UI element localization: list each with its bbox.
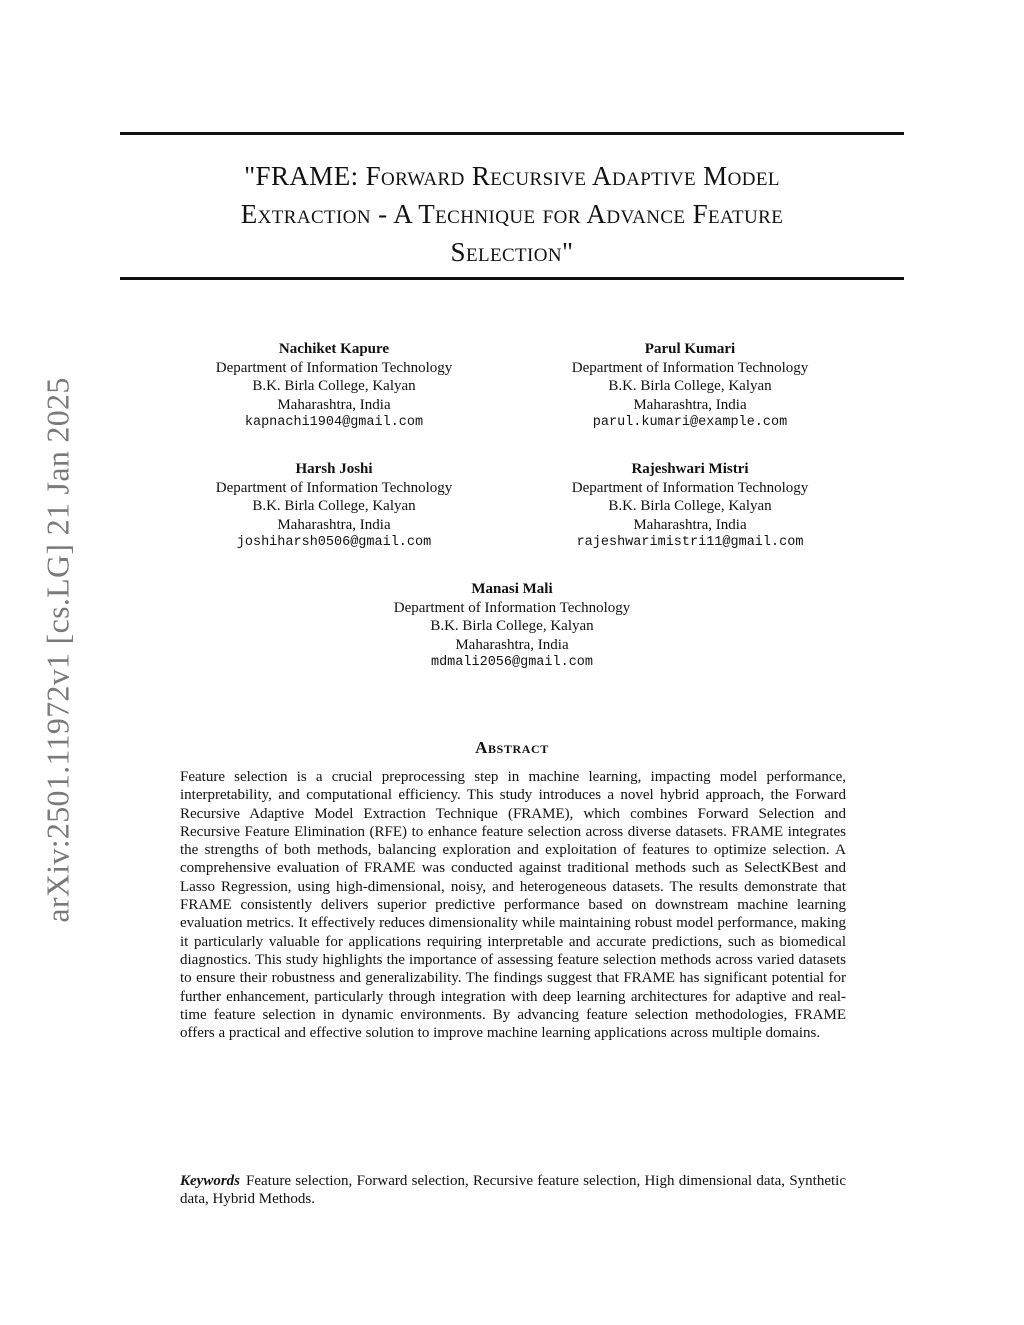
author-email[interactable]: mdmali2056@gmail.com [430, 655, 594, 670]
author-college: B.K. Birla College, Kalyan [252, 498, 416, 514]
author-college: B.K. Birla College, Kalyan [430, 618, 594, 634]
author-block-4 [490, 460, 890, 553]
abstract-text: Feature selection is a crucial preprocessing step in machine learning, impacting model performance, interpretability, and computational efficiency. This study introduces a novel hybrid approach, the Forward Recursive Adaptive Model Extraction Technique (FRAME), which combines Forward Selection and Recursive Feature Elimination (RFE) to enhance feature selection across diverse datasets. FRAME integrates the strengths of both methods, balancing exploration and exploitation of features to optimize selection. A comprehensive evaluation of FRAME was conducted against traditional methods such as SelectKBest and Lasso Regression, using high-dimensional, noisy, and heterogeneous datasets. The results demonstrate that FRAME consistently delivers superior predictive performance based on downstream machine learning evaluation metrics. It effectively reduces dimensionality while maintaining robust model performance, making it particularly valuable for applications requiring interpretable and accurate predictions, such as biomedical diagnostics. This study highlights the importance of assessing feature selection methods across varied datasets to ensure their robustness and generalizability. The findings suggest that FRAME has significant potential for further enhancement, particularly through integration with deep learning architectures for adaptive and real-time feature selection in dynamic environments. By advancing feature selection methodologies, FRAME offers a practical and effective solution to improve machine learning applications across multiple domains. [180, 769, 846, 1042]
title-bottom-rule [120, 277, 904, 280]
author-email[interactable]: rajeshwarimistri11@gmail.com [576, 535, 804, 550]
title-line-2: Extraction - A Technique for Advance Feature [240, 199, 784, 229]
author-name: Harsh Joshi [295, 461, 373, 477]
author-department: Department of Information Technology [571, 359, 809, 376]
author-college: B.K. Birla College, Kalyan [608, 498, 772, 514]
author-block-3 [134, 460, 534, 553]
keywords-label: Keywords [180, 1173, 240, 1189]
author-location: Maharashtra, India [633, 516, 747, 533]
author-location: Maharashtra, India [277, 516, 391, 533]
author-email[interactable]: parul.kumari@example.com [592, 415, 788, 430]
author-department: Department of Information Technology [215, 359, 453, 376]
abstract-heading: Abstract [475, 738, 549, 757]
author-name: Nachiket Kapure [278, 341, 390, 357]
keywords-paragraph [180, 1172, 846, 1209]
author-department: Department of Information Technology [215, 479, 453, 496]
author-location: Maharashtra, India [277, 396, 391, 413]
author-block-1 [134, 340, 534, 433]
author-name: Manasi Mali [471, 581, 553, 597]
author-email[interactable]: joshiharsh0506@gmail.com [236, 535, 432, 550]
author-email[interactable]: kapnachi1904@gmail.com [244, 415, 424, 430]
keywords-text: Feature selection, Forward selection, Recursive feature selection, High dimensional data, Synthetic data, Hybrid Methods. [180, 1173, 846, 1208]
author-college: B.K. Birla College, Kalyan [252, 378, 416, 394]
author-location: Maharashtra, India [633, 396, 747, 413]
author-block-2 [490, 340, 890, 433]
title-top-rule [120, 132, 904, 135]
author-location: Maharashtra, India [455, 636, 569, 653]
author-block-5 [312, 580, 712, 673]
paper-title [120, 157, 904, 271]
author-name: Parul Kumari [644, 341, 736, 357]
title-line-3: Selection" [450, 237, 574, 267]
author-college: B.K. Birla College, Kalyan [608, 378, 772, 394]
title-line-1: "FRAME: Forward Recursive Adaptive Model [244, 161, 780, 191]
author-department: Department of Information Technology [571, 479, 809, 496]
author-department: Department of Information Technology [393, 599, 631, 616]
arxiv-identifier-stamp: arXiv:2501.11972v1 [cs.LG] 21 Jan 2025 [39, 377, 76, 923]
author-name: Rajeshwari Mistri [631, 461, 749, 477]
